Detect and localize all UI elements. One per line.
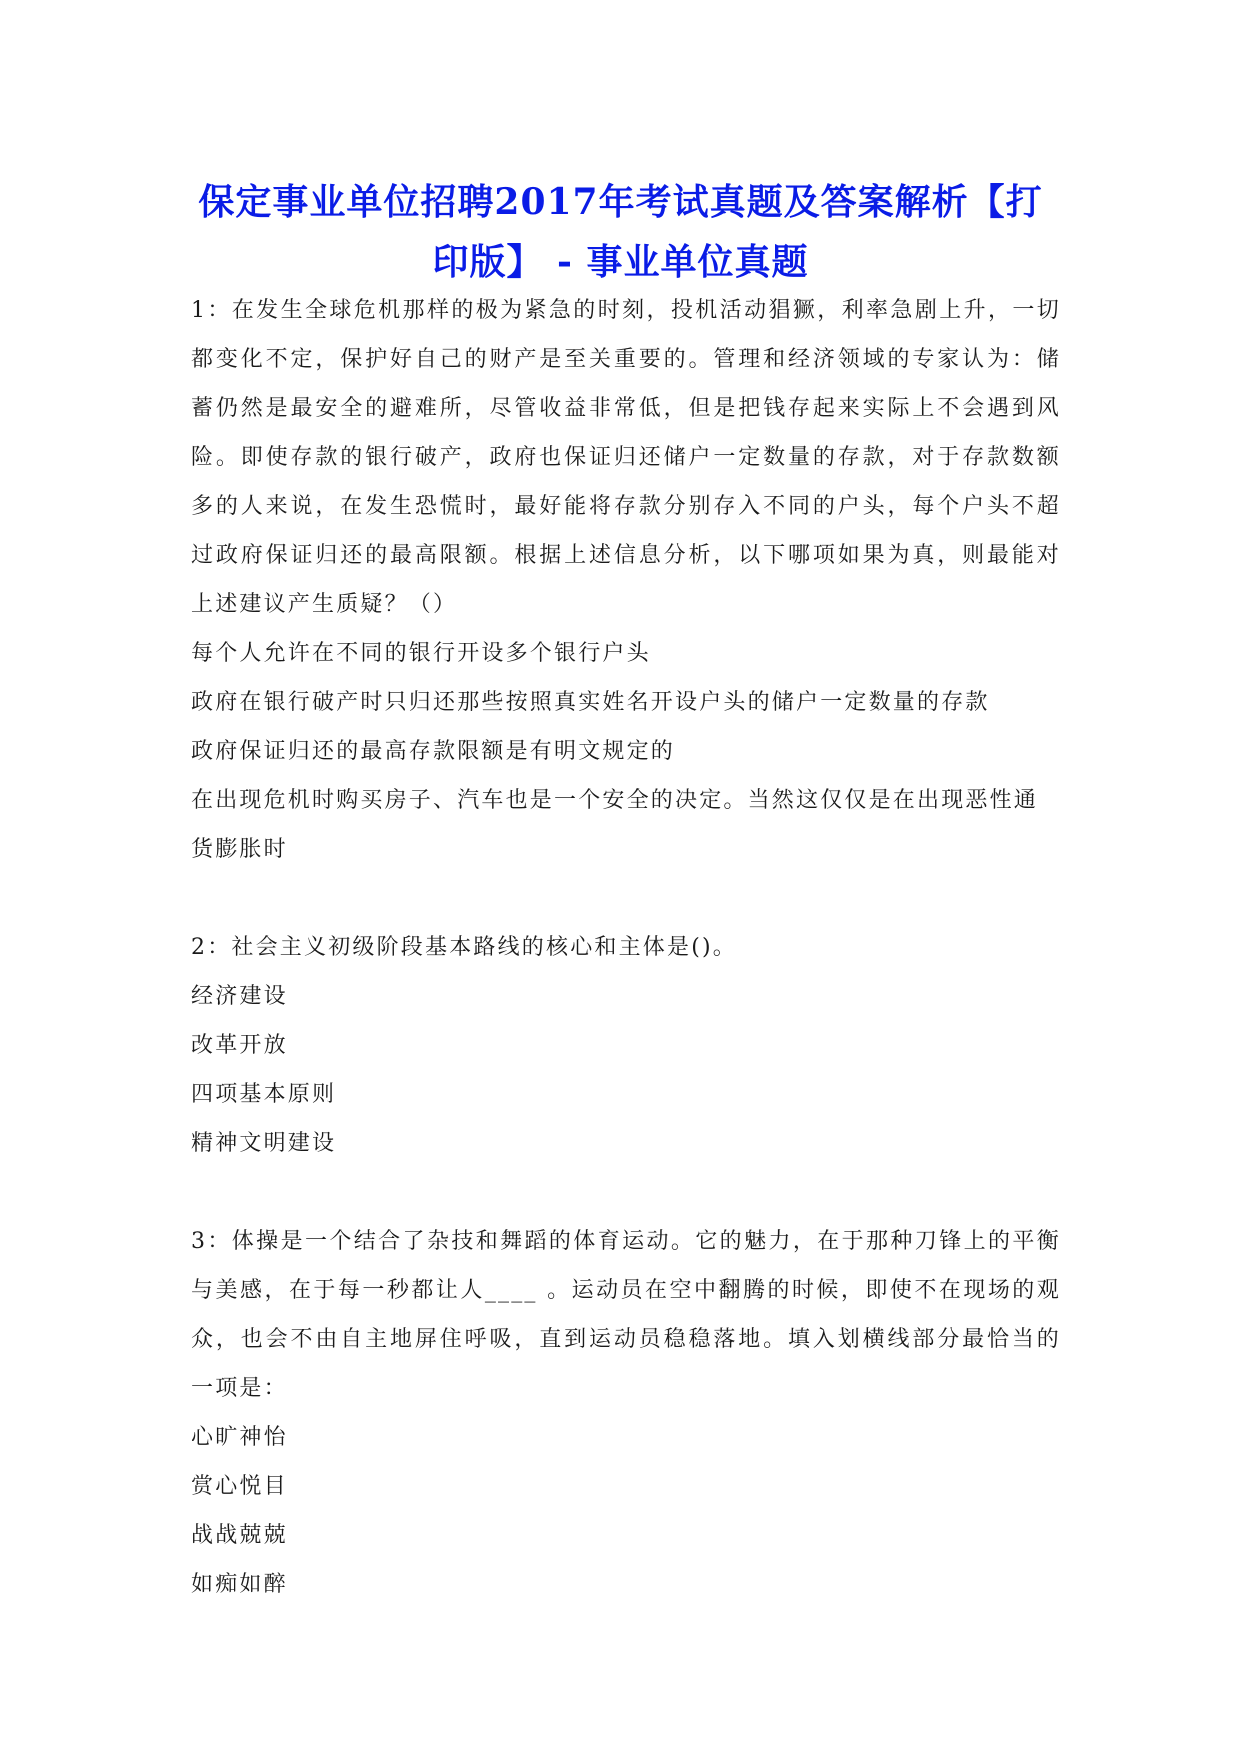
question-stem: 1：在发生全球危机那样的极为紧急的时刻，投机活动猖獗，利率急剧上升，一切都变化不定，保护好自己的财产是至关重要的。管理和经济领域的专家认为：储蓄仍然是最安全的避难所，尽管收益非常低，但是把钱存起来实际上不会遇到风险。即使存款的银行破产，政府也保证归还储户一定数量的存款，对于存款数额多的人来说，在发生恐慌时，最好能将存款分别存入不同的户头，每个户头不超过政府保证归还的最高限额。根据上述信息分析，以下哪项如果为真，则最能对上述建议产生质疑？（） bbox=[191, 298, 1061, 617]
option-d: 精神文明建设 bbox=[191, 1131, 337, 1156]
option-a: 经济建设 bbox=[191, 984, 288, 1009]
question-list bbox=[191, 286, 1061, 1609]
option-b: 政府在银行破产时只归还那些按照真实姓名开设户头的储户一定数量的存款 bbox=[191, 690, 990, 715]
option-d: 在出现危机时购买房子、汽车也是一个安全的决定。当然这仅仅是在出现恶性通货膨胀时 bbox=[191, 788, 1039, 862]
option-c: 政府保证归还的最高存款限额是有明文规定的 bbox=[191, 739, 676, 764]
option-a: 每个人允许在不同的银行开设多个银行户头 bbox=[191, 641, 651, 666]
option-list bbox=[191, 972, 1061, 1168]
question-2 bbox=[191, 923, 1061, 1168]
option-list bbox=[191, 1413, 1061, 1609]
option-list bbox=[191, 629, 1061, 874]
option-a: 心旷神怡 bbox=[191, 1425, 288, 1450]
question-1 bbox=[191, 286, 1061, 874]
option-b: 改革开放 bbox=[191, 1033, 288, 1058]
question-stem: 3：体操是一个结合了杂技和舞蹈的体育运动。它的魅力，在于那种刀锋上的平衡与美感，在于每一秒都让人____ 。运动员在空中翻腾的时候，即使不在现场的观众，也会不由自主地屏住呼吸，直到运动员稳稳落地。填入划横线部分最恰当的一项是： bbox=[191, 1229, 1061, 1401]
option-c: 四项基本原则 bbox=[191, 1082, 337, 1107]
question-stem: 2：社会主义初级阶段基本路线的核心和主体是()。 bbox=[191, 935, 737, 960]
document-title: 保定事业单位招聘2017年考试真题及答案解析【打印版】 - 事业单位真题 bbox=[198, 181, 1043, 284]
option-d: 如痴如醉 bbox=[191, 1572, 288, 1597]
option-c: 战战兢兢 bbox=[191, 1523, 288, 1548]
option-b: 赏心悦目 bbox=[191, 1474, 288, 1499]
question-3 bbox=[191, 1217, 1061, 1609]
